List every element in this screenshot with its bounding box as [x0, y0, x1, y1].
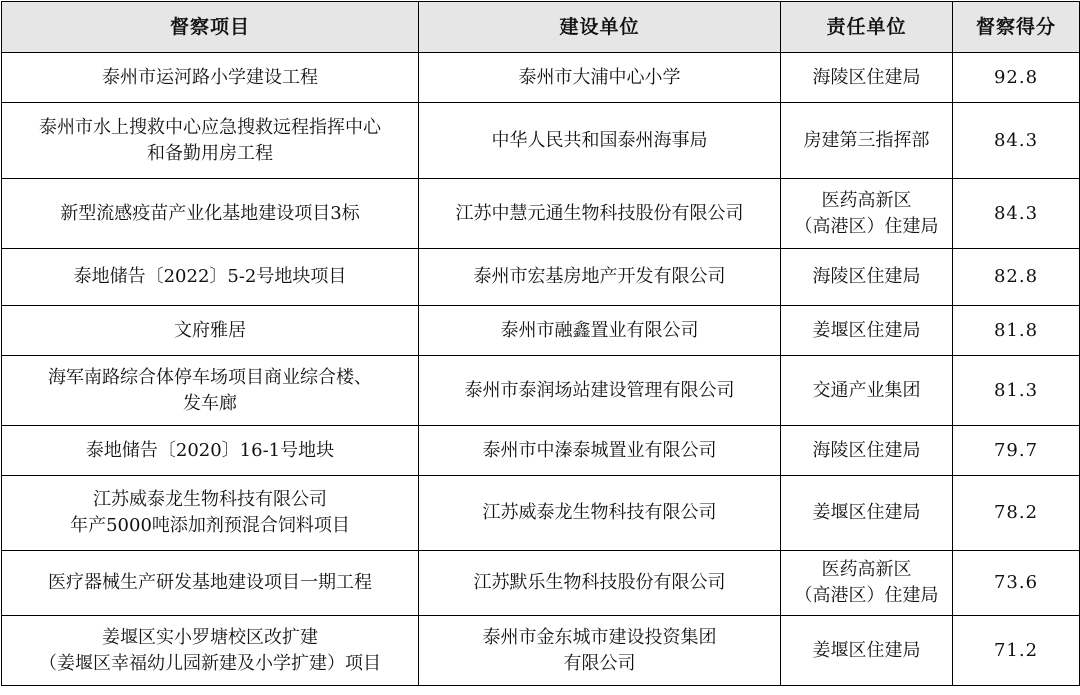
table-row	[2, 356, 1080, 426]
cell-builder-line: 泰州市宏基房地产开发有限公司	[473, 266, 726, 287]
cell-responsible-line: 海陵区住建局	[812, 439, 921, 461]
cell-project	[2, 306, 419, 356]
cell-responsible	[781, 306, 953, 356]
cell-project	[2, 179, 419, 249]
cell-builder	[419, 616, 781, 686]
cell-project	[2, 103, 419, 179]
cell-project-line: 发车廊	[183, 392, 237, 414]
cell-project-line: 泰州市运河路小学建设工程	[102, 66, 318, 88]
cell-responsible-line: （高港区）住建局	[794, 215, 939, 237]
cell-builder	[419, 103, 781, 179]
cell-builder	[419, 53, 781, 103]
cell-project-line: 海军南路综合体停车场项目商业综合楼、	[48, 366, 372, 388]
cell-score: 81.3	[953, 356, 1080, 426]
table-row	[2, 426, 1080, 476]
cell-builder	[419, 306, 781, 356]
cell-score: 84.3	[953, 179, 1080, 249]
table-row	[2, 616, 1080, 686]
cell-builder-line: 泰州市中溱泰城置业有限公司	[482, 439, 717, 461]
cell-builder	[419, 426, 781, 476]
cell-builder-line: 泰州市泰润场站建设管理有限公司	[464, 379, 735, 401]
table-row	[2, 53, 1080, 103]
cell-score: 82.8	[953, 249, 1080, 306]
cell-project-line: 泰州市水上搜救中心应急搜救远程指挥中心	[39, 116, 381, 138]
cell-project	[2, 249, 419, 306]
table-row	[2, 179, 1080, 249]
cell-responsible	[781, 179, 953, 249]
cell-project	[2, 616, 419, 686]
cell-project	[2, 53, 419, 103]
cell-responsible	[781, 426, 953, 476]
cell-score: 79.7	[953, 426, 1080, 476]
cell-builder-line: 江苏默乐生物科技股份有限公司	[473, 572, 726, 593]
cell-responsible	[781, 103, 953, 179]
cell-responsible-line: 医药高新区	[821, 559, 912, 580]
cell-project	[2, 356, 419, 426]
cell-project-line: （姜堰区幸福幼儿园新建及小学扩建）项目	[39, 652, 381, 674]
cell-project-line: 医疗器械生产研发基地建设项目一期工程	[48, 572, 372, 593]
cell-builder	[419, 249, 781, 306]
cell-builder-line: 泰州市金东城市建设投资集团	[482, 626, 717, 648]
cell-responsible	[781, 551, 953, 616]
cell-project	[2, 551, 419, 616]
cell-builder-line: 中华人民共和国泰州海事局	[491, 129, 708, 151]
cell-score: 71.2	[953, 616, 1080, 686]
cell-builder-line: 江苏威泰龙生物科技有限公司	[482, 502, 717, 523]
cell-responsible-line: 房建第三指挥部	[803, 129, 930, 151]
cell-score: 84.3	[953, 103, 1080, 179]
header-project: 督察项目	[2, 2, 419, 53]
cell-responsible-line: 交通产业集团	[812, 379, 921, 401]
cell-builder	[419, 179, 781, 249]
cell-score: 81.8	[953, 306, 1080, 356]
cell-project-line: 泰地储告〔2022〕5-2号地块项目	[73, 266, 347, 287]
cell-builder-line: 江苏中慧元通生物科技股份有限公司	[455, 202, 744, 224]
cell-builder-line: 泰州市大浦中心小学	[518, 66, 681, 88]
table-row	[2, 249, 1080, 306]
cell-project	[2, 476, 419, 551]
cell-project-line: 新型流感疫苗产业化基地建设项目3标	[60, 202, 360, 224]
cell-project	[2, 426, 419, 476]
cell-score: 92.8	[953, 53, 1080, 103]
cell-project-line: 姜堰区实小罗塘校区改扩建	[102, 626, 318, 648]
cell-builder	[419, 476, 781, 551]
header-responsible: 责任单位	[781, 2, 953, 53]
cell-responsible	[781, 616, 953, 686]
table-row	[2, 103, 1080, 179]
cell-project-line: 年产5000吨添加剂预混合饲料项目	[70, 515, 350, 536]
inspection-score-table	[1, 1, 1080, 686]
cell-score: 78.2	[953, 476, 1080, 551]
cell-project-line: 和备勤用房工程	[147, 142, 273, 164]
table-row	[2, 476, 1080, 551]
cell-builder	[419, 551, 781, 616]
cell-responsible	[781, 249, 953, 306]
table-row	[2, 551, 1080, 616]
cell-responsible-line: （高港区）住建局	[794, 585, 939, 606]
cell-responsible-line: 海陵区住建局	[812, 266, 921, 287]
cell-responsible-line: 医药高新区	[821, 189, 912, 211]
cell-responsible-line: 姜堰区住建局	[812, 319, 921, 341]
cell-responsible-line: 海陵区住建局	[812, 66, 921, 88]
cell-score: 73.6	[953, 551, 1080, 616]
cell-project-line: 泰地储告〔2020〕16-1号地块	[85, 439, 335, 461]
cell-builder-line: 有限公司	[563, 652, 636, 674]
cell-responsible	[781, 356, 953, 426]
table-header-row	[2, 2, 1080, 53]
cell-responsible	[781, 476, 953, 551]
cell-responsible-line: 姜堰区住建局	[812, 502, 921, 523]
table-row	[2, 306, 1080, 356]
cell-project-line: 文府雅居	[174, 319, 246, 341]
cell-project-line: 江苏威泰龙生物科技有限公司	[93, 489, 327, 510]
table-body	[2, 53, 1080, 686]
cell-builder-line: 泰州市融鑫置业有限公司	[500, 319, 699, 341]
cell-responsible-line: 姜堰区住建局	[812, 639, 921, 661]
cell-builder	[419, 356, 781, 426]
header-builder: 建设单位	[419, 2, 781, 53]
header-score: 督察得分	[953, 2, 1080, 53]
cell-responsible	[781, 53, 953, 103]
